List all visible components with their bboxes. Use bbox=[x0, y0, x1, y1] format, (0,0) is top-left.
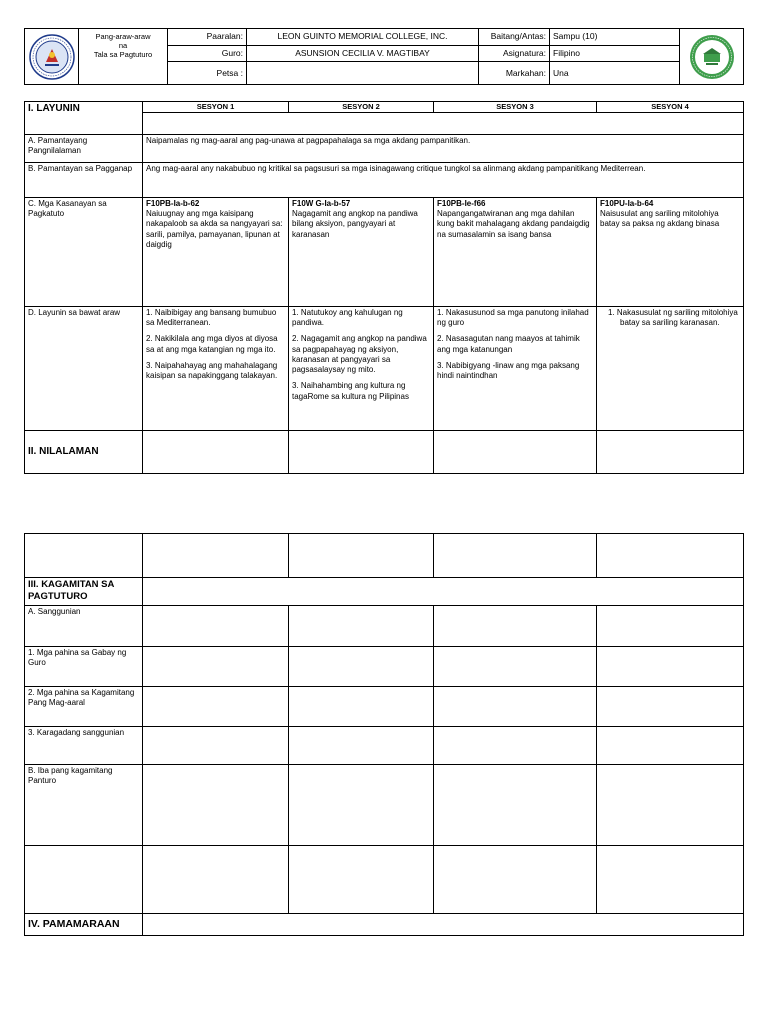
session-1-header: SESYON 1 bbox=[143, 102, 289, 113]
lesson-plan-table-1 bbox=[24, 101, 744, 474]
pamantayan-pagganap-text: Ang mag-aaral any nakabubuo ng kritikal sa pagsusuri sa mga isinagawang critique tungkol sa alinmang akdang pampanitikang Mediterrean. bbox=[143, 163, 744, 198]
nilalaman-session-3[interactable] bbox=[434, 431, 597, 474]
kasanayan-text: Nagagamit ang angkop na pandiwa bilang aksiyon, pangyayari at karanasan bbox=[292, 209, 418, 239]
blank-row-session-3 bbox=[434, 534, 597, 578]
kasanayan-label: C. Mga Kasanayan sa Pagkatuto bbox=[25, 198, 143, 307]
layunin-heading: I. LAYUNIN bbox=[25, 102, 143, 135]
blank-row-2-session-2 bbox=[289, 846, 434, 914]
nilalaman-session-4[interactable] bbox=[597, 431, 744, 474]
markahan-value: Una bbox=[550, 62, 680, 85]
kasanayan-session-1 bbox=[143, 198, 289, 307]
kasanayan-session-4 bbox=[597, 198, 744, 307]
session-4-header: SESYON 4 bbox=[597, 102, 744, 113]
blank-row-2-session-4 bbox=[597, 846, 744, 914]
blank-row-session-4 bbox=[597, 534, 744, 578]
layunin-item: 3. Naipahahayag ang mahahalagang kaisipan sa napakinggang talakayan. bbox=[146, 360, 278, 381]
document-title bbox=[79, 29, 168, 85]
kasanayan-code: F10PU-Ia-b-64 bbox=[600, 199, 654, 208]
iba-pang-kagamitan-session-1[interactable] bbox=[143, 765, 289, 846]
nilalaman-session-2[interactable] bbox=[289, 431, 434, 474]
layunin-araw-session-2 bbox=[289, 307, 434, 431]
kagamitang-mag-aaral-session-3[interactable] bbox=[434, 687, 597, 727]
kasanayan-session-2 bbox=[289, 198, 434, 307]
kasanayan-text: sarili, pamilya, pamayanan, lipunan at daigdig bbox=[146, 229, 280, 249]
layunin-item: 2. Nagagamit ang angkop na pandiwa sa pagpapahayag ng aksiyon, karanasan at pangyayari sa pagsasalaysay ng mito. bbox=[292, 334, 427, 375]
blank-row-2-label bbox=[25, 846, 143, 914]
kagamitang-mag-aaral-session-4[interactable] bbox=[597, 687, 744, 727]
paaralan-value: LEON GUINTO MEMORIAL COLLEGE, INC. bbox=[247, 29, 479, 46]
sanggunian-session-2[interactable] bbox=[289, 606, 434, 647]
deped-seal-icon bbox=[29, 34, 75, 80]
petsa-value[interactable] bbox=[247, 62, 479, 85]
kagamitang-mag-aaral-session-1[interactable] bbox=[143, 687, 289, 727]
layunin-araw-session-4 bbox=[597, 307, 744, 431]
kasanayan-text: Naiuugnay ang mga kaisipang nakapaloob sa akda sa nangyayari sa: bbox=[146, 209, 283, 229]
paaralan-label: Paaralan: bbox=[168, 29, 247, 46]
markahan-label: Markahan: bbox=[479, 62, 550, 85]
guro-value: ASUNSION CECILIA V. MAGTIBAY bbox=[247, 45, 479, 62]
baitang-label: Baitang/Antas: bbox=[479, 29, 550, 46]
school-seal-cell bbox=[680, 29, 744, 85]
layunin-item: 3. Naihahambing ang kultura ng tagaRome sa kultura ng Pilipinas bbox=[292, 381, 409, 401]
sanggunian-label: A. Sanggunian bbox=[25, 606, 143, 647]
sanggunian-session-4[interactable] bbox=[597, 606, 744, 647]
gabay-guro-session-1[interactable] bbox=[143, 647, 289, 687]
kagamitang-mag-aaral-label: 2. Mga pahina sa Kagamitang Pang Mag-aaral bbox=[25, 687, 143, 727]
kasanayan-session-3 bbox=[434, 198, 597, 307]
layunin-item: 2. Nakikilala ang mga diyos at diyosa sa at ang mga katangian ng mga ito. bbox=[146, 334, 278, 354]
asignatura-value: Filipino bbox=[550, 45, 680, 62]
gabay-guro-session-3[interactable] bbox=[434, 647, 597, 687]
lesson-plan-table-2 bbox=[24, 533, 744, 936]
iba-pang-kagamitan-session-3[interactable] bbox=[434, 765, 597, 846]
pamamaraan-blank bbox=[143, 914, 744, 936]
layunin-item: 1. Nakasusunod sa mga panutong inilahad ng guro bbox=[437, 308, 589, 328]
blank-row-session-1 bbox=[143, 534, 289, 578]
sanggunian-session-1[interactable] bbox=[143, 606, 289, 647]
kasanayan-text: Napangangatwiranan ang mga dahilan kung bakit mahalagang akdang pandaigdig na sumasalamin sa isang bansa bbox=[437, 209, 590, 239]
session-2-header: SESYON 2 bbox=[289, 102, 434, 113]
pamantayang-nilalaman-text: Naipamalas ng mag-aaral ang pag-unawa at pagpapahalaga sa mga akdang pampanitikan. bbox=[143, 135, 744, 163]
layunin-item: 1. Natutukoy ang kahulugan ng pandiwa. bbox=[292, 308, 403, 328]
kagamitan-heading: III. KAGAMITAN SA PAGTUTURO bbox=[25, 578, 143, 606]
document-title-line-2: na bbox=[118, 41, 128, 50]
iba-pang-kagamitan-session-4[interactable] bbox=[597, 765, 744, 846]
deped-seal-cell bbox=[25, 29, 79, 85]
kagamitang-mag-aaral-session-2[interactable] bbox=[289, 687, 434, 727]
document-title-line-1: Pang-araw-araw bbox=[95, 32, 151, 41]
karagdagang-sanggunian-session-1[interactable] bbox=[143, 727, 289, 765]
baitang-value: Sampu (10) bbox=[550, 29, 680, 46]
layunin-blank-row bbox=[143, 113, 744, 135]
gabay-guro-session-4[interactable] bbox=[597, 647, 744, 687]
sanggunian-session-3[interactable] bbox=[434, 606, 597, 647]
school-seal-icon bbox=[689, 34, 735, 80]
header-table bbox=[24, 28, 744, 85]
iba-pang-kagamitan-label: B. Iba pang kagamitang Panturo bbox=[25, 765, 143, 846]
iba-pang-kagamitan-session-2[interactable] bbox=[289, 765, 434, 846]
kasanayan-text: Naisusulat ang sariling mitolohiya batay sa paksa ng akdang binasa bbox=[600, 209, 720, 229]
blank-row-label bbox=[25, 534, 143, 578]
kasanayan-code: F10PB-Ia-b-62 bbox=[146, 199, 200, 208]
blank-row-2-session-1 bbox=[143, 846, 289, 914]
layunin-item: 2. Nasasagutan nang maayos at tahimik ang mga katanungan bbox=[437, 334, 580, 354]
pamantayang-nilalaman-label: A. Pamantayang Pangnilalaman bbox=[25, 135, 143, 163]
kagamitan-blank bbox=[143, 578, 744, 606]
asignatura-label: Asignatura: bbox=[479, 45, 550, 62]
document-title-line-3: Tala sa Pagtuturo bbox=[93, 50, 153, 59]
layunin-araw-label: D. Layunin sa bawat araw bbox=[25, 307, 143, 431]
karagdagang-sanggunian-session-4[interactable] bbox=[597, 727, 744, 765]
gabay-guro-label: 1. Mga pahina sa Gabay ng Guro bbox=[25, 647, 143, 687]
pamantayan-pagganap-label: B. Pamantayan sa Pagganap bbox=[25, 163, 143, 198]
layunin-araw-session-1 bbox=[143, 307, 289, 431]
blank-row-2-session-3 bbox=[434, 846, 597, 914]
kasanayan-code: F10W G-Ia-b-57 bbox=[292, 199, 351, 208]
nilalaman-session-1[interactable] bbox=[143, 431, 289, 474]
karagdagang-sanggunian-label: 3. Karagadang sanggunian bbox=[25, 727, 143, 765]
session-3-header: SESYON 3 bbox=[434, 102, 597, 113]
layunin-araw-session-3 bbox=[434, 307, 597, 431]
layunin-item: 3. Nabibigyang -linaw ang mga paksang hindi naintindhan bbox=[437, 360, 580, 381]
layunin-item: 1. Nakasusulat ng sariling mitolohiya batay sa sariling karanasan. bbox=[608, 308, 738, 328]
petsa-label: Petsa : bbox=[168, 62, 247, 85]
pamamaraan-heading: IV. PAMAMARAAN bbox=[25, 914, 143, 936]
karagdagang-sanggunian-session-2[interactable] bbox=[289, 727, 434, 765]
gabay-guro-session-2[interactable] bbox=[289, 647, 434, 687]
layunin-item: 1. Naibibigay ang bansang bumubuo sa Mediterranean. bbox=[146, 308, 277, 328]
nilalaman-heading: II. NILALAMAN bbox=[25, 431, 143, 474]
karagdagang-sanggunian-session-3[interactable] bbox=[434, 727, 597, 765]
kasanayan-code: F10PB-Ie-f66 bbox=[437, 199, 486, 208]
guro-label: Guro: bbox=[168, 45, 247, 62]
blank-row-session-2 bbox=[289, 534, 434, 578]
